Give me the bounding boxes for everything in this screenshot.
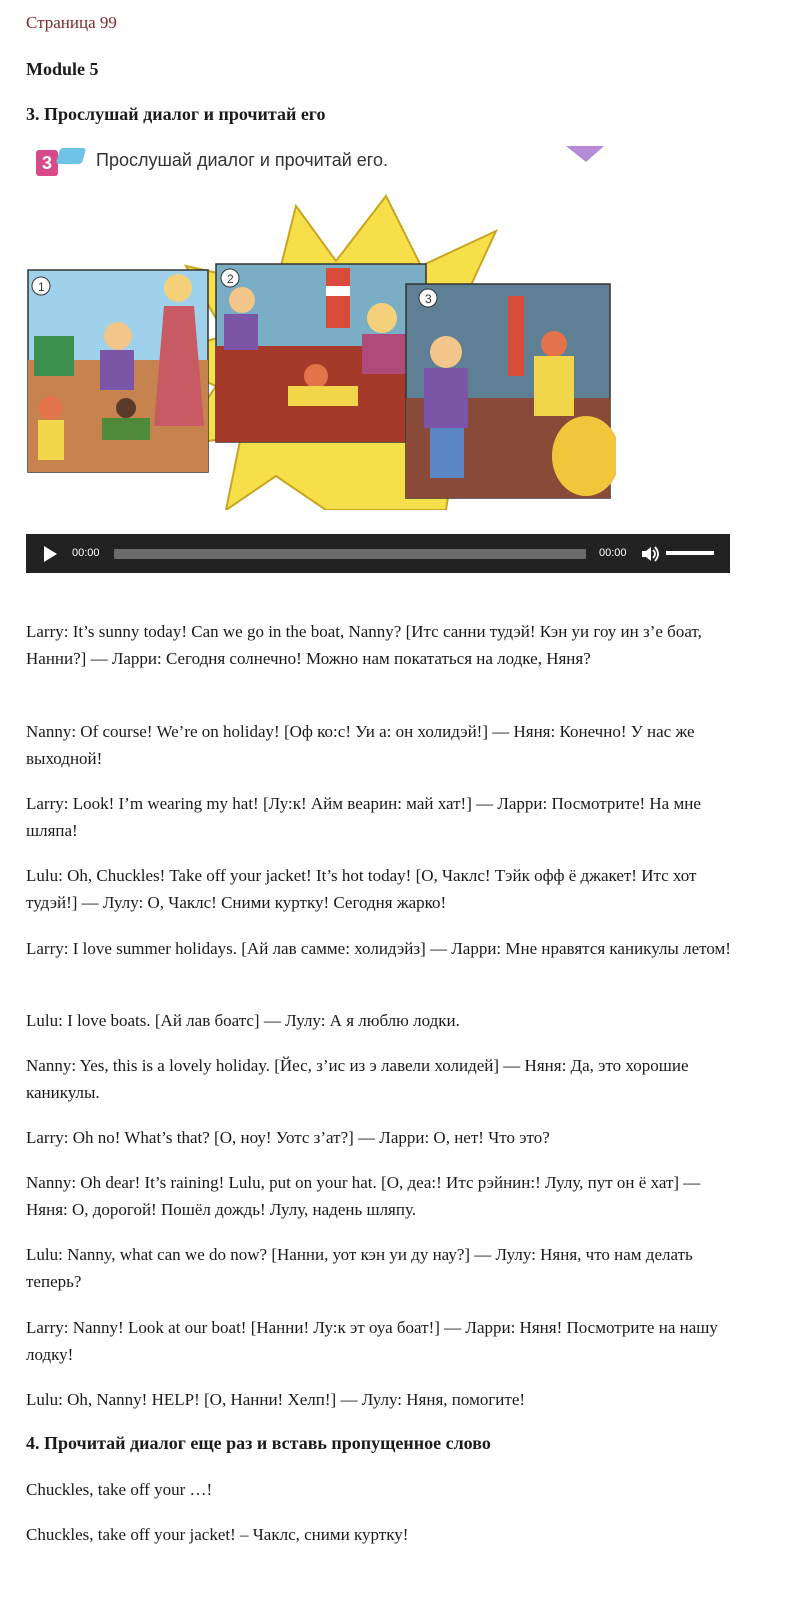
panel-1-number: 1 [38,280,45,294]
dialogue-line: Lulu: I love boats. [Ай лав боатс] — Лулу: А я люблю лодки. [26,1011,460,1030]
audio-current-time: 00:00 [72,547,100,559]
audio-progress-slider[interactable] [114,549,586,559]
dialogue-line: Lulu: Nanny, what can we do now? [Нанни, уот кэн уи ду нау?] — Лулу: Няня, что нам делать теперь? [26,1245,693,1291]
dialogue-line: Lulu: Oh, Nanny! HELP! [О, Нанни! Хелп!] — Лулу: Няня, помогите! [26,1390,526,1409]
audio-player [26,534,730,573]
task-4-prompt: Chuckles, take off your …! [26,1480,213,1499]
task-4-answer: Chuckles, take off your jacket! – Чаклс, сними куртку! [26,1525,409,1544]
comic-panels [26,146,616,510]
volume-slider[interactable] [666,551,714,555]
dialogue-line: Larry: I love summer holidays. [Ай лав самме: холидэйз] — Ларри: Мне нравятся каникулы летом! [26,939,731,958]
panel-3-number: 3 [425,292,432,306]
task-3-heading: 3. Прослушай диалог и прочитай его [26,104,326,124]
audio-duration: 00:00 [599,547,627,559]
dialogue-line: Larry: It’s sunny today! Can we go in the boat, Nanny? [Итс санни тудэй! Кэн уи гоу ин з’е боат, Нанни?] — Ларри: Сегодня солнечно! Можно нам покататься на лодке, Няня? [26,622,702,668]
page-breadcrumb[interactable]: Страница 99 [26,13,117,32]
dialogue-line: Nanny: Oh dear! It’s raining! Lulu, put on your hat. [О, деа:! Итс рэйнин:! Лулу, пут он ё хат] — Няня: О, дорогой! Пошёл дождь! Лулу, надень шляпу. [26,1173,701,1219]
panel-2-number: 2 [227,272,234,286]
textbook-illustration [26,146,616,510]
dialogue-line: Lulu: Oh, Chuckles! Take off your jacket! It’s hot today! [О, Чаклс! Тэйк офф ё джакет! Итс хот тудэй!] — Лулу: О, Чаклс! Сними куртку! Сегодня жарко! [26,866,697,912]
dialogue-line: Larry: Look! I’m wearing my hat! [Лу:к! Айм веарин: май хат!] — Ларри: Посмотрите! На мне шляпа! [26,794,701,840]
dialogue-line: Larry: Oh no! What’s that? [О, ноу! Уотс з’ат?] — Ларри: О, нет! Что это? [26,1128,550,1147]
volume-icon[interactable] [640,545,660,563]
module-title: Module 5 [26,59,99,79]
dialogue-line: Nanny: Yes, this is a lovely holiday. [Йес, з’ис из э лавели холидей] — Няня: Да, это хорошие каникулы. [26,1056,689,1102]
exercise-number-badge: 3 [36,150,58,176]
task-4-heading: 4. Прочитай диалог еще раз и вставь пропущенное слово [26,1433,491,1453]
dialogue-line: Larry: Nanny! Look at our boat! [Нанни! Лу:к эт оуа боат!] — Ларри: Няня! Посмотрите на нашу лодку! [26,1318,718,1364]
dialogue-line: Nanny: Of course! We’re on holiday! [Оф ко:с! Уи а: он холидэй!] — Няня: Конечно! У нас же выходной! [26,722,695,768]
play-icon[interactable] [44,546,57,562]
illustration-title: Прослушай диалог и прочитай его. [96,150,388,170]
